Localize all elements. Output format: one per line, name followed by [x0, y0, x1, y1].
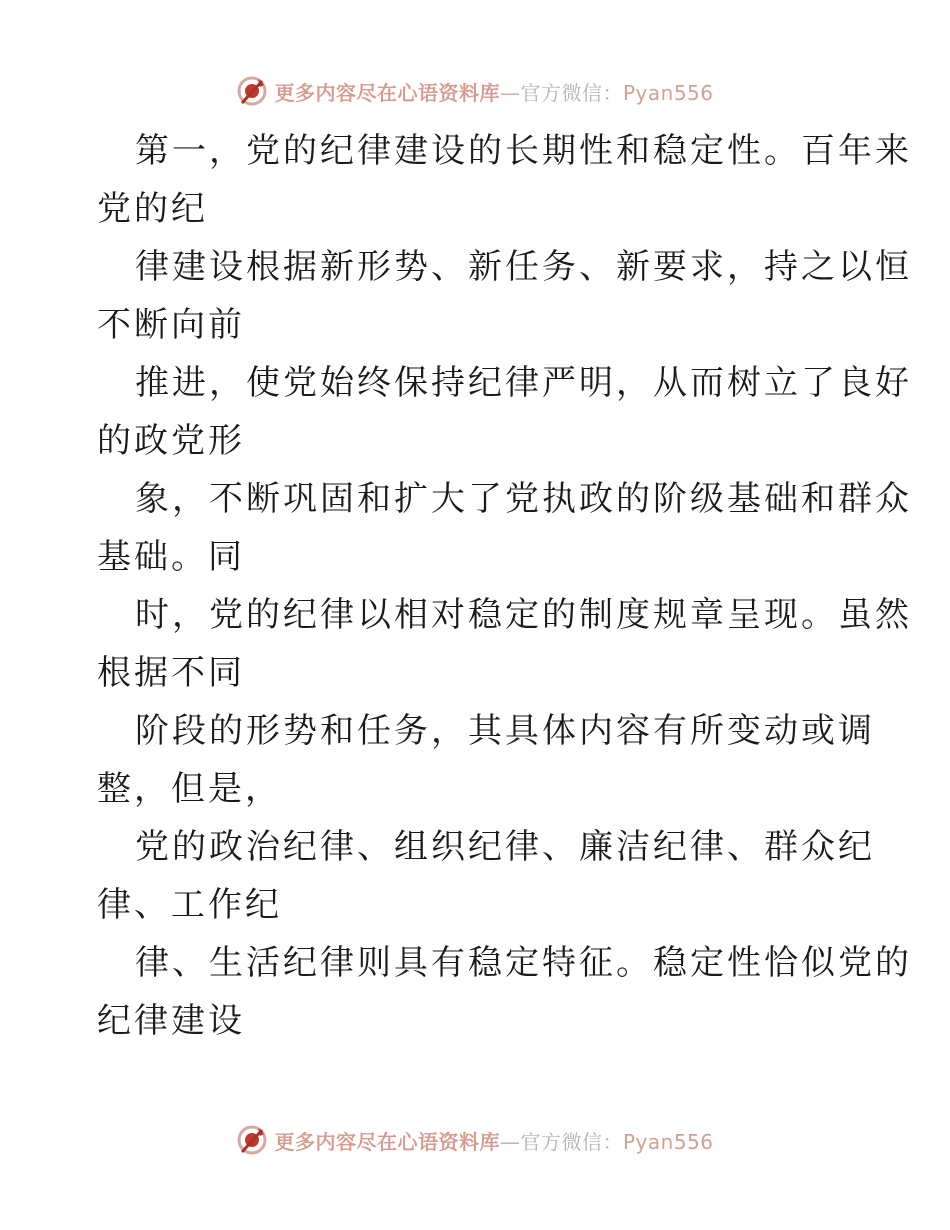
text-line: 推进，使党始终保持纪律严明，从而树立了良好 [135, 363, 912, 403]
watermark-brand: 更多内容尽在心语资料库 [274, 80, 500, 105]
text-line: 基础。同 [97, 537, 245, 577]
text-line: 整，但是， [97, 769, 282, 809]
text-line: 律建设根据新形势、新任务、新要求，持之以恒 [135, 247, 912, 287]
text-line: 阶段的形势和任务，其具体内容有所变动或调 [135, 711, 875, 751]
text-line: 不断向前 [97, 305, 245, 345]
footer-watermark [0, 1120, 950, 1160]
watermark-brand: 更多内容尽在心语资料库 [274, 1129, 500, 1154]
document-body [97, 122, 912, 1050]
text-line: 党的政治纪律、组织纪律、廉洁纪律、群众纪 [135, 827, 875, 867]
text-line: 象，不断巩固和扩大了党执政的阶级基础和群众 [135, 479, 912, 519]
text-line: 时，党的纪律以相对稳定的制度规章呈现。虽然 [135, 595, 912, 635]
watermark-wechat-id: Pyan556 [622, 1129, 714, 1154]
watermark-wechat-label: 官方微信： [520, 80, 623, 105]
text-line: 纪律建设 [97, 1001, 245, 1041]
text-line: 的政党形 [97, 421, 245, 461]
watermark-dash: — [499, 1129, 521, 1154]
header-watermark [0, 71, 950, 111]
watermark-wechat-id: Pyan556 [622, 80, 714, 105]
quill-logo-icon [236, 75, 268, 107]
watermark-text [274, 77, 713, 106]
watermark-wechat-label: 官方微信： [520, 1129, 623, 1154]
watermark-dash: — [499, 80, 521, 105]
text-line: 党的纪 [97, 189, 208, 229]
quill-logo-icon [236, 1124, 268, 1156]
text-line: 律、工作纪 [97, 885, 282, 925]
watermark-text [274, 1126, 713, 1155]
text-line: 第一，党的纪律建设的长期性和稳定性。百年来 [135, 131, 912, 171]
text-line: 律、生活纪律则具有稳定特征。稳定性恰似党的 [135, 943, 912, 983]
text-line: 根据不同 [97, 653, 245, 693]
